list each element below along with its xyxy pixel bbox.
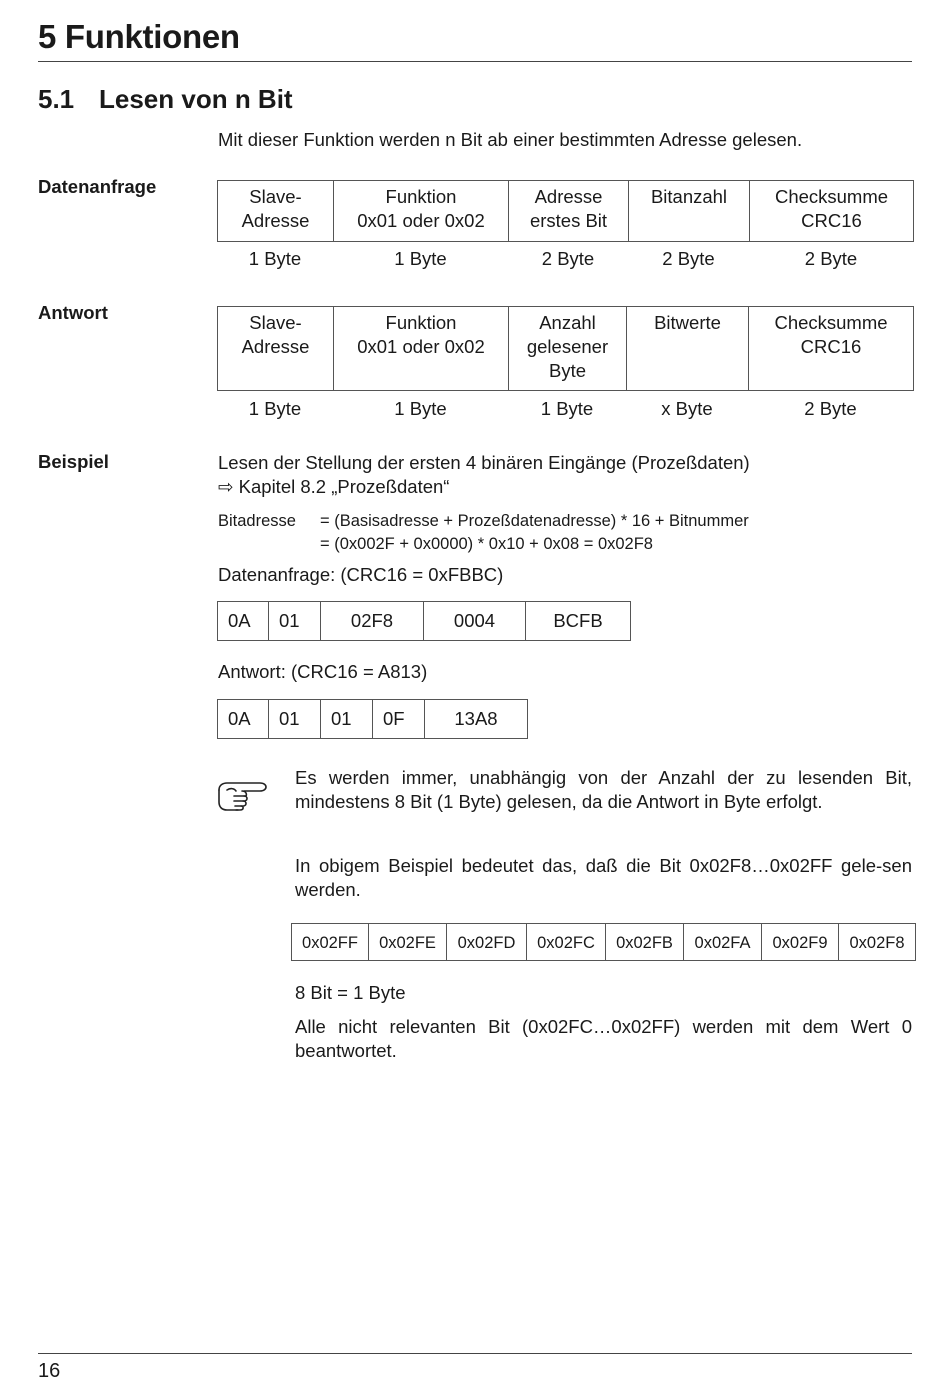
example-label: Beispiel (38, 451, 109, 472)
section-number: 5.1 (38, 84, 75, 114)
size-cell: x Byte (661, 398, 713, 419)
response-bytes-table (217, 699, 528, 739)
request-sizes (217, 247, 913, 271)
byte-cell: 0F (373, 700, 425, 739)
response-caption: Antwort: (CRC16 = A813) (218, 661, 428, 682)
pointing-hand-icon (216, 776, 272, 816)
request-label: Datenanfrage (38, 176, 157, 197)
byte-cell: 0004 (424, 602, 526, 641)
section-title: Lesen von n Bit (99, 84, 293, 114)
byte-cell: 13A8 (425, 700, 528, 739)
note-paragraph-3: 8 Bit = 1 Byte (295, 982, 406, 1003)
bit-cell: 0x02FD (447, 924, 527, 961)
request-header-cell: Adresse erstes Bit (509, 181, 629, 242)
size-cell: 2 Byte (804, 398, 857, 419)
note-paragraph-2: In obigem Beispiel bedeutet das, daß die Bit 0x02F8…0x02FF gele-sen werden. (295, 855, 912, 900)
size-cell: 1 Byte (394, 398, 447, 419)
size-cell: 2 Byte (804, 248, 858, 269)
chapter-title: 5 Funktionen (38, 18, 240, 55)
byte-cell: 01 (321, 700, 373, 739)
note-paragraph-4: Alle nicht relevanten Bit (0x02FC…0x02FF) werden mit dem Wert 0 beantwortet. (295, 1016, 912, 1061)
response-label: Antwort (38, 302, 108, 323)
note-paragraph-1: Es werden immer, unabhängig von der Anzahl der zu lesenden Bit, mindestens 8 Bit (1 Byte) gelesen, da die Antwort in Byte erfolgt. (295, 767, 912, 812)
request-header-cell: Slave- Adresse (218, 181, 334, 242)
response-header-cell: Funktion 0x01 oder 0x02 (334, 307, 509, 391)
request-table (217, 180, 914, 242)
bit-cell: 0x02F8 (839, 924, 916, 961)
bit-cell: 0x02FA (684, 924, 762, 961)
request-header-row (218, 181, 914, 242)
byte-cell: 02F8 (321, 602, 424, 641)
response-header-cell: Slave- Adresse (218, 307, 334, 391)
bit-cell: 0x02FC (527, 924, 606, 961)
response-table (217, 306, 914, 391)
response-header-row (218, 307, 914, 391)
byte-cell: 01 (269, 602, 321, 641)
size-cell: 1 Byte (394, 248, 447, 269)
response-header-cell: Checksumme CRC16 (749, 307, 914, 391)
request-header-cell: Funktion 0x01 oder 0x02 (334, 181, 509, 242)
size-cell: 1 Byte (248, 248, 302, 269)
response-header-cell: Bitwerte (627, 307, 749, 391)
page-number: 16 (38, 1360, 61, 1382)
byte-cell: 01 (269, 700, 321, 739)
response-sizes (217, 397, 913, 421)
byte-cell: BCFB (526, 602, 631, 641)
bit-cell: 0x02FF (292, 924, 369, 961)
request-caption: Datenanfrage: (CRC16 = 0xFBBC) (218, 564, 504, 585)
header-divider (38, 61, 912, 62)
bit-cell: 0x02F9 (762, 924, 839, 961)
bitaddress-label: Bitadresse (218, 512, 296, 530)
bit-order-table (291, 923, 916, 961)
response-header-cell: Anzahl gelesener Byte (509, 307, 627, 391)
intro-text: Mit dieser Funktion werden n Bit ab einer bestimmten Adresse gelesen. (218, 129, 803, 150)
reference-link: Kapitel 8.2 „Prozeßdaten“ (238, 476, 450, 497)
byte-cell: 0A (218, 700, 269, 739)
arrow-right-icon: ⇨ (218, 476, 234, 497)
bitaddress-result: = (0x002F + 0x0000) * 0x10 + 0x08 = 0x02F8 (320, 535, 653, 553)
byte-cell: 0A (218, 602, 269, 641)
example-line: Lesen der Stellung der ersten 4 binären Eingänge (Prozeßdaten) (218, 452, 750, 473)
request-header-cell: Bitanzahl (629, 181, 750, 242)
size-cell: 1 Byte (540, 398, 594, 419)
size-cell: 2 Byte (541, 248, 595, 269)
footer-divider (38, 1353, 912, 1354)
bit-cell: 0x02FE (369, 924, 447, 961)
size-cell: 2 Byte (662, 248, 715, 269)
bitaddress-formula: = (Basisadresse + Prozeßdatenadresse) * 16 + Bitnummer (320, 512, 749, 530)
request-bytes-table (217, 601, 631, 641)
size-cell: 1 Byte (248, 398, 302, 419)
request-header-cell: Checksumme CRC16 (750, 181, 914, 242)
chapter-reference (218, 475, 449, 499)
bit-cell: 0x02FB (606, 924, 684, 961)
